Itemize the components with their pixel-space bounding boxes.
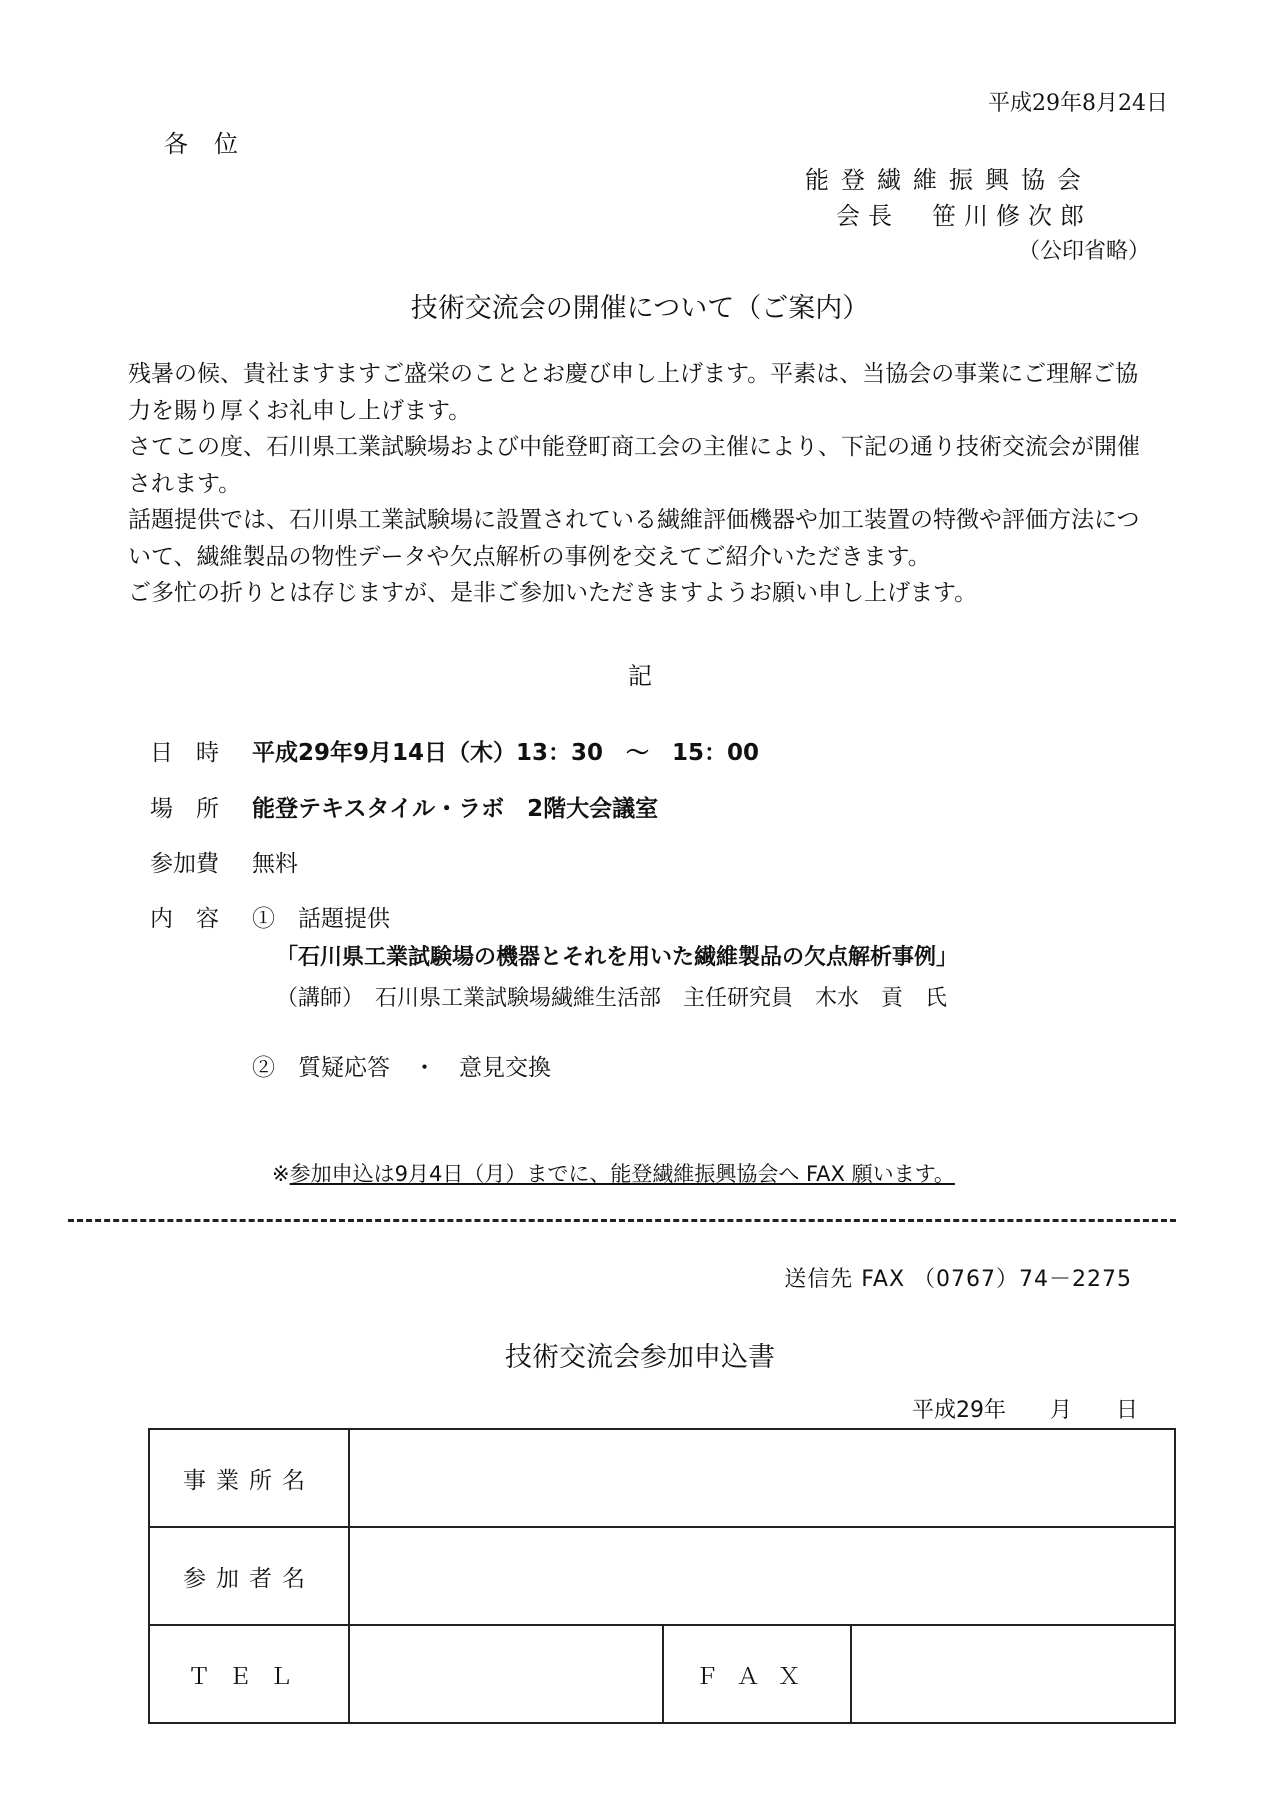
content-label: 内 容 xyxy=(150,906,219,932)
place-value: 能登テキスタイル・ラボ 2階大会議室 xyxy=(252,796,659,822)
fax-label: ＦＡＸ xyxy=(663,1625,851,1723)
table-row xyxy=(149,1429,1175,1527)
company-field[interactable] xyxy=(349,1429,1175,1527)
application-notice xyxy=(272,1158,955,1188)
body-paragraph: ご多忙の折りとは存じますが、是非ご参加いただきますようお願い申し上げます。 xyxy=(128,580,978,606)
seal-note: （公印省略） xyxy=(1017,239,1150,264)
table-row xyxy=(149,1625,1175,1723)
letter-body xyxy=(128,356,1158,612)
sender-name: 会長 笹川修次郎 xyxy=(836,202,1092,230)
fax-field[interactable] xyxy=(851,1625,1175,1723)
body-paragraph: さてこの度、石川県工業試験場および中能登町商工会の主催により、下記の通り技術交流会が開催されます。 xyxy=(128,434,1140,497)
participant-label: 参加者名 xyxy=(149,1527,349,1625)
datetime-value: 平成29年9月14日（木）13：30 ～ 15：00 xyxy=(252,740,760,766)
tel-label: ＴＥＬ xyxy=(149,1625,349,1723)
application-form-table xyxy=(148,1428,1176,1724)
fee-value: 無料 xyxy=(252,851,298,877)
content-item-2: ② 質疑応答 ・ 意見交換 xyxy=(252,1055,551,1081)
letter-title: 技術交流会の開催について（ご案内） xyxy=(410,293,870,324)
content-item-1: ① 話題提供 xyxy=(252,906,390,932)
talk-speaker: （講師） 石川県工業試験場繊維生活部 主任研究員 木水 貢 氏 xyxy=(276,986,948,1011)
fee-label: 参加費 xyxy=(150,851,219,877)
body-paragraph: 残暑の候、貴社ますますご盛栄のこととお慶び申し上げます。平素は、当協会の事業にご理解ご協力を賜り厚くお礼申し上げます。 xyxy=(128,361,1139,424)
notice-prefix: ※ xyxy=(272,1162,290,1186)
table-row xyxy=(149,1527,1175,1625)
addressee: 各位 xyxy=(164,130,264,158)
notice-text: 参加申込は9月4日（月）までに、能登繊維振興協会へ FAX 願います。 xyxy=(289,1162,955,1186)
company-label: 事業所名 xyxy=(149,1429,349,1527)
form-date: 平成29年 月 日 xyxy=(912,1398,1138,1423)
ki-heading: 記 xyxy=(628,662,652,690)
tel-field[interactable] xyxy=(349,1625,663,1723)
body-paragraph: 話題提供では、石川県工業試験場に設置されている繊維評価機器や加工装置の特徴や評価方法について、繊維製品の物性データや欠点解析の事例を交えてご紹介いただきます。 xyxy=(128,507,1140,570)
participant-field[interactable] xyxy=(349,1527,1175,1625)
datetime-label: 日 時 xyxy=(150,740,219,766)
cut-line xyxy=(68,1219,1176,1222)
fax-destination: 送信先 FAX （0767）74－2275 xyxy=(784,1267,1132,1292)
sender-organization: 能登繊維振興協会 xyxy=(805,166,1093,194)
place-label: 場 所 xyxy=(150,796,219,822)
letter-date: 平成29年8月24日 xyxy=(988,91,1168,116)
form-title: 技術交流会参加申込書 xyxy=(505,1342,775,1373)
talk-title: 「石川県工業試験場の機器とそれを用いた繊維製品の欠点解析事例」 xyxy=(276,945,959,970)
